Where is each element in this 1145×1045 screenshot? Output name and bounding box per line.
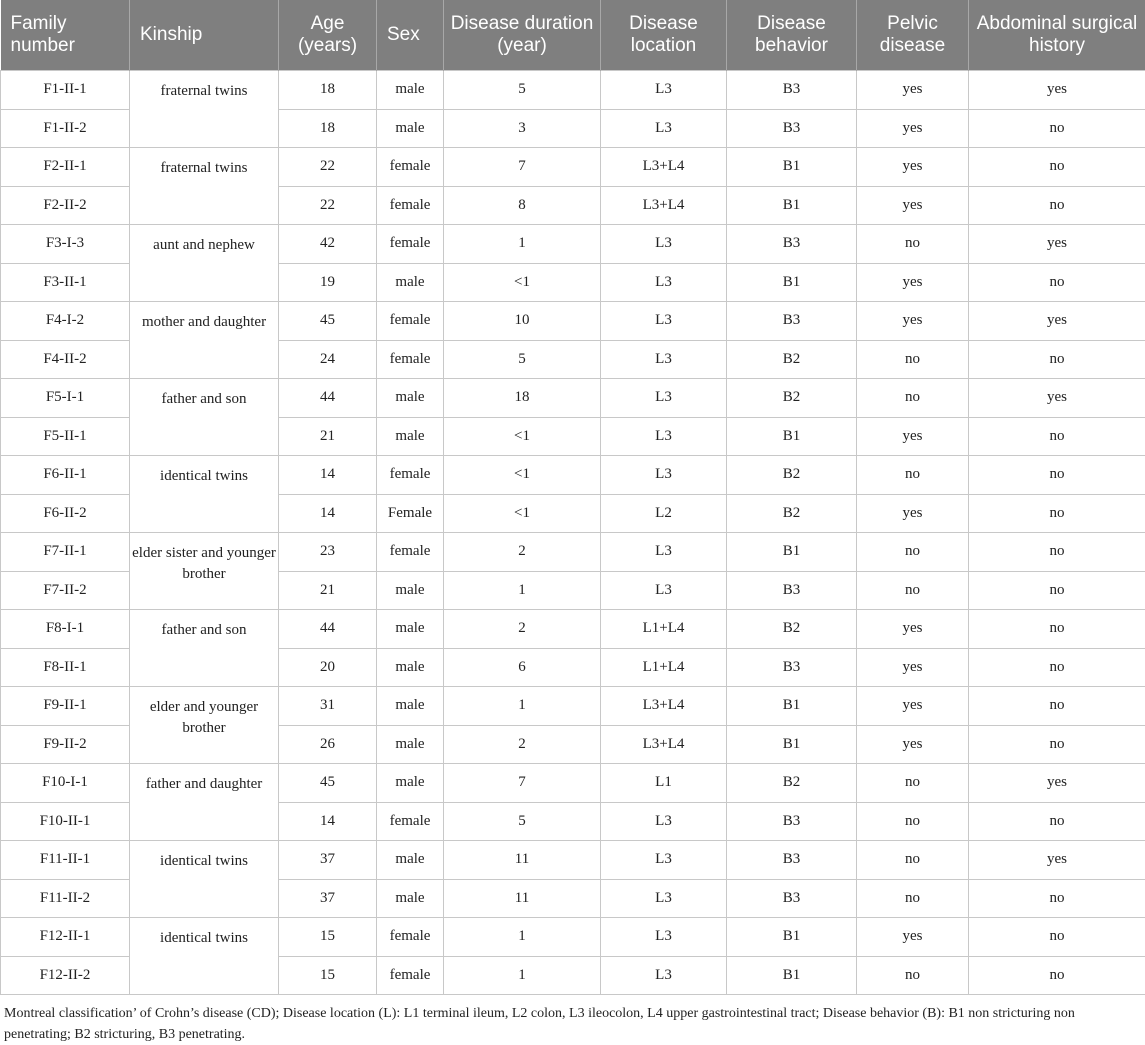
age-cell: 23 <box>279 533 377 572</box>
sex-cell: male <box>377 571 444 610</box>
age-cell: 14 <box>279 494 377 533</box>
kinship-cell: aunt and nephew <box>130 225 279 302</box>
location-cell: L3 <box>601 879 727 918</box>
behavior-cell: B1 <box>727 687 857 726</box>
behavior-cell: B3 <box>727 71 857 110</box>
duration-cell: 2 <box>444 610 601 649</box>
family-number-cell: F11-II-2 <box>1 879 130 918</box>
table-header <box>1 0 1145 71</box>
duration-cell: 11 <box>444 879 601 918</box>
table-row <box>1 918 1145 957</box>
family-number-cell: F2-II-2 <box>1 186 130 225</box>
duration-cell: 6 <box>444 648 601 687</box>
behavior-cell: B2 <box>727 456 857 495</box>
surgery-cell: yes <box>969 841 1145 880</box>
pelvic-cell: yes <box>857 109 969 148</box>
age-cell: 22 <box>279 186 377 225</box>
pelvic-cell: no <box>857 340 969 379</box>
surgery-cell: yes <box>969 225 1145 264</box>
surgery-cell: no <box>969 456 1145 495</box>
surgery-cell: no <box>969 148 1145 187</box>
duration-cell: 1 <box>444 918 601 957</box>
location-cell: L3 <box>601 71 727 110</box>
surgery-cell: no <box>969 918 1145 957</box>
behavior-cell: B1 <box>727 148 857 187</box>
sex-cell: male <box>377 687 444 726</box>
age-cell: 18 <box>279 71 377 110</box>
location-cell: L1+L4 <box>601 610 727 649</box>
family-number-cell: F9-II-1 <box>1 687 130 726</box>
table-body <box>1 71 1145 995</box>
sex-cell: Female <box>377 494 444 533</box>
behavior-cell: B1 <box>727 417 857 456</box>
duration-cell: 11 <box>444 841 601 880</box>
sex-cell: female <box>377 918 444 957</box>
age-cell: 15 <box>279 918 377 957</box>
age-cell: 21 <box>279 571 377 610</box>
duration-cell: <1 <box>444 456 601 495</box>
location-cell: L3+L4 <box>601 186 727 225</box>
pelvic-cell: yes <box>857 71 969 110</box>
sex-cell: female <box>377 802 444 841</box>
location-cell: L3 <box>601 802 727 841</box>
behavior-cell: B3 <box>727 841 857 880</box>
family-number-cell: F4-II-2 <box>1 340 130 379</box>
location-cell: L3 <box>601 340 727 379</box>
kinship-cell: father and son <box>130 379 279 456</box>
sex-cell: female <box>377 340 444 379</box>
surgery-cell: yes <box>969 71 1145 110</box>
family-number-cell: F5-I-1 <box>1 379 130 418</box>
sex-cell: male <box>377 417 444 456</box>
duration-cell: <1 <box>444 263 601 302</box>
surgery-cell: no <box>969 610 1145 649</box>
behavior-cell: B1 <box>727 918 857 957</box>
pelvic-cell: yes <box>857 918 969 957</box>
behavior-cell: B2 <box>727 340 857 379</box>
family-number-cell: F9-II-2 <box>1 725 130 764</box>
sex-cell: female <box>377 456 444 495</box>
age-cell: 24 <box>279 340 377 379</box>
location-cell: L3 <box>601 918 727 957</box>
duration-cell: 2 <box>444 533 601 572</box>
surgery-cell: no <box>969 956 1145 995</box>
sex-cell: female <box>377 225 444 264</box>
sex-cell: female <box>377 533 444 572</box>
age-cell: 14 <box>279 456 377 495</box>
pelvic-cell: no <box>857 379 969 418</box>
surgery-cell: yes <box>969 764 1145 803</box>
duration-cell: <1 <box>444 494 601 533</box>
duration-cell: 18 <box>444 379 601 418</box>
family-number-cell: F10-I-1 <box>1 764 130 803</box>
family-number-cell: F8-I-1 <box>1 610 130 649</box>
behavior-cell: B2 <box>727 610 857 649</box>
table-row <box>1 302 1145 341</box>
behavior-cell: B1 <box>727 263 857 302</box>
sex-cell: male <box>377 841 444 880</box>
location-cell: L1 <box>601 764 727 803</box>
duration-cell: 1 <box>444 225 601 264</box>
family-number-cell: F7-II-2 <box>1 571 130 610</box>
location-cell: L3 <box>601 841 727 880</box>
kinship-cell: elder and younger brother <box>130 687 279 764</box>
sex-cell: female <box>377 302 444 341</box>
duration-cell: 7 <box>444 764 601 803</box>
pelvic-cell: no <box>857 956 969 995</box>
surgery-cell: no <box>969 802 1145 841</box>
table-row <box>1 687 1145 726</box>
surgery-cell: no <box>969 533 1145 572</box>
behavior-cell: B2 <box>727 764 857 803</box>
pelvic-cell: no <box>857 764 969 803</box>
surgery-cell: no <box>969 186 1145 225</box>
duration-cell: 5 <box>444 802 601 841</box>
duration-cell: 5 <box>444 340 601 379</box>
location-cell: L3 <box>601 379 727 418</box>
behavior-cell: B1 <box>727 533 857 572</box>
family-number-cell: F12-II-1 <box>1 918 130 957</box>
location-cell: L3 <box>601 225 727 264</box>
behavior-cell: B3 <box>727 648 857 687</box>
pelvic-cell: yes <box>857 494 969 533</box>
pelvic-cell: no <box>857 225 969 264</box>
surgery-cell: no <box>969 571 1145 610</box>
age-cell: 26 <box>279 725 377 764</box>
header-abdominal-surgical-history: Abdominal surgical history <box>969 0 1145 71</box>
family-number-cell: F6-II-1 <box>1 456 130 495</box>
age-cell: 22 <box>279 148 377 187</box>
pelvic-cell: no <box>857 841 969 880</box>
age-cell: 42 <box>279 225 377 264</box>
family-number-cell: F1-II-2 <box>1 109 130 148</box>
sex-cell: male <box>377 764 444 803</box>
location-cell: L3 <box>601 956 727 995</box>
surgery-cell: no <box>969 417 1145 456</box>
location-cell: L3 <box>601 456 727 495</box>
table-row <box>1 148 1145 187</box>
location-cell: L1+L4 <box>601 648 727 687</box>
surgery-cell: no <box>969 109 1145 148</box>
kinship-cell: fraternal twins <box>130 71 279 148</box>
pelvic-cell: yes <box>857 610 969 649</box>
sex-cell: female <box>377 148 444 187</box>
surgery-cell: no <box>969 725 1145 764</box>
table-row <box>1 225 1145 264</box>
location-cell: L3 <box>601 263 727 302</box>
location-cell: L3+L4 <box>601 725 727 764</box>
age-cell: 14 <box>279 802 377 841</box>
location-cell: L3 <box>601 533 727 572</box>
pelvic-cell: no <box>857 571 969 610</box>
behavior-cell: B1 <box>727 186 857 225</box>
sex-cell: male <box>377 109 444 148</box>
age-cell: 37 <box>279 841 377 880</box>
pelvic-cell: yes <box>857 725 969 764</box>
header-age: Age (years) <box>279 0 377 71</box>
family-number-cell: F4-I-2 <box>1 302 130 341</box>
kinship-cell: fraternal twins <box>130 148 279 225</box>
age-cell: 20 <box>279 648 377 687</box>
location-cell: L3+L4 <box>601 148 727 187</box>
surgery-cell: no <box>969 648 1145 687</box>
family-number-cell: F10-II-1 <box>1 802 130 841</box>
kinship-cell: father and son <box>130 610 279 687</box>
kinship-cell: mother and daughter <box>130 302 279 379</box>
location-cell: L3 <box>601 417 727 456</box>
sex-cell: female <box>377 956 444 995</box>
sex-cell: male <box>377 610 444 649</box>
pelvic-cell: yes <box>857 263 969 302</box>
pelvic-cell: yes <box>857 302 969 341</box>
location-cell: L3 <box>601 109 727 148</box>
kinship-cell: father and daughter <box>130 764 279 841</box>
age-cell: 21 <box>279 417 377 456</box>
pelvic-cell: yes <box>857 687 969 726</box>
behavior-cell: B2 <box>727 379 857 418</box>
surgery-cell: no <box>969 340 1145 379</box>
behavior-cell: B1 <box>727 725 857 764</box>
surgery-cell: no <box>969 263 1145 302</box>
behavior-cell: B3 <box>727 109 857 148</box>
header-pelvic-disease: Pelvic disease <box>857 0 969 71</box>
header-sex: Sex <box>377 0 444 71</box>
family-number-cell: F1-II-1 <box>1 71 130 110</box>
header-disease-location: Disease location <box>601 0 727 71</box>
duration-cell: 1 <box>444 571 601 610</box>
kinship-cell: identical twins <box>130 456 279 533</box>
behavior-cell: B3 <box>727 802 857 841</box>
kinship-cell: identical twins <box>130 841 279 918</box>
pelvic-cell: yes <box>857 648 969 687</box>
pelvic-cell: no <box>857 533 969 572</box>
location-cell: L3+L4 <box>601 687 727 726</box>
behavior-cell: B2 <box>727 494 857 533</box>
header-disease-behavior: Disease behavior <box>727 0 857 71</box>
pelvic-cell: yes <box>857 417 969 456</box>
behavior-cell: B3 <box>727 879 857 918</box>
table-row <box>1 610 1145 649</box>
surgery-cell: yes <box>969 302 1145 341</box>
table-row <box>1 841 1145 880</box>
table-footnote: Montreal classification’ of Crohn’s disease (CD); Disease location (L): L1 terminal ileum, L2 colon, L3 ileocolon, L4 upper gastrointestinal tract; Disease behavior (B): B1 non stricturing non penetrating; B2 stricturing, B3 penetrating. <box>0 995 1145 1045</box>
surgery-cell: no <box>969 687 1145 726</box>
pelvic-cell: no <box>857 879 969 918</box>
pelvic-cell: no <box>857 802 969 841</box>
header-disease-duration: Disease duration (year) <box>444 0 601 71</box>
table-row <box>1 456 1145 495</box>
sex-cell: male <box>377 71 444 110</box>
duration-cell: 10 <box>444 302 601 341</box>
behavior-cell: B3 <box>727 225 857 264</box>
duration-cell: 5 <box>444 71 601 110</box>
surgery-cell: no <box>969 494 1145 533</box>
location-cell: L2 <box>601 494 727 533</box>
pelvic-cell: yes <box>857 186 969 225</box>
duration-cell: 2 <box>444 725 601 764</box>
header-family-number: Family number <box>1 0 130 71</box>
sex-cell: female <box>377 186 444 225</box>
kinship-cell: identical twins <box>130 918 279 995</box>
duration-cell: 1 <box>444 687 601 726</box>
location-cell: L3 <box>601 302 727 341</box>
duration-cell: 8 <box>444 186 601 225</box>
table-row <box>1 379 1145 418</box>
family-number-cell: F2-II-1 <box>1 148 130 187</box>
duration-cell: 1 <box>444 956 601 995</box>
kinship-cell: elder sister and younger brother <box>130 533 279 610</box>
surgery-cell: no <box>969 879 1145 918</box>
table-row <box>1 71 1145 110</box>
sex-cell: male <box>377 379 444 418</box>
family-number-cell: F5-II-1 <box>1 417 130 456</box>
family-number-cell: F11-II-1 <box>1 841 130 880</box>
surgery-cell: yes <box>969 379 1145 418</box>
family-number-cell: F3-II-1 <box>1 263 130 302</box>
family-number-cell: F8-II-1 <box>1 648 130 687</box>
sex-cell: male <box>377 725 444 764</box>
age-cell: 37 <box>279 879 377 918</box>
age-cell: 31 <box>279 687 377 726</box>
behavior-cell: B3 <box>727 571 857 610</box>
duration-cell: 3 <box>444 109 601 148</box>
behavior-cell: B1 <box>727 956 857 995</box>
table-row <box>1 533 1145 572</box>
table-row <box>1 764 1145 803</box>
family-number-cell: F6-II-2 <box>1 494 130 533</box>
age-cell: 19 <box>279 263 377 302</box>
family-number-cell: F7-II-1 <box>1 533 130 572</box>
duration-cell: <1 <box>444 417 601 456</box>
sex-cell: male <box>377 879 444 918</box>
age-cell: 45 <box>279 302 377 341</box>
pelvic-cell: yes <box>857 148 969 187</box>
duration-cell: 7 <box>444 148 601 187</box>
header-kinship: Kinship <box>130 0 279 71</box>
age-cell: 44 <box>279 379 377 418</box>
family-number-cell: F3-I-3 <box>1 225 130 264</box>
location-cell: L3 <box>601 571 727 610</box>
age-cell: 18 <box>279 109 377 148</box>
pelvic-cell: no <box>857 456 969 495</box>
age-cell: 45 <box>279 764 377 803</box>
age-cell: 44 <box>279 610 377 649</box>
age-cell: 15 <box>279 956 377 995</box>
sex-cell: male <box>377 263 444 302</box>
family-number-cell: F12-II-2 <box>1 956 130 995</box>
behavior-cell: B3 <box>727 302 857 341</box>
sex-cell: male <box>377 648 444 687</box>
